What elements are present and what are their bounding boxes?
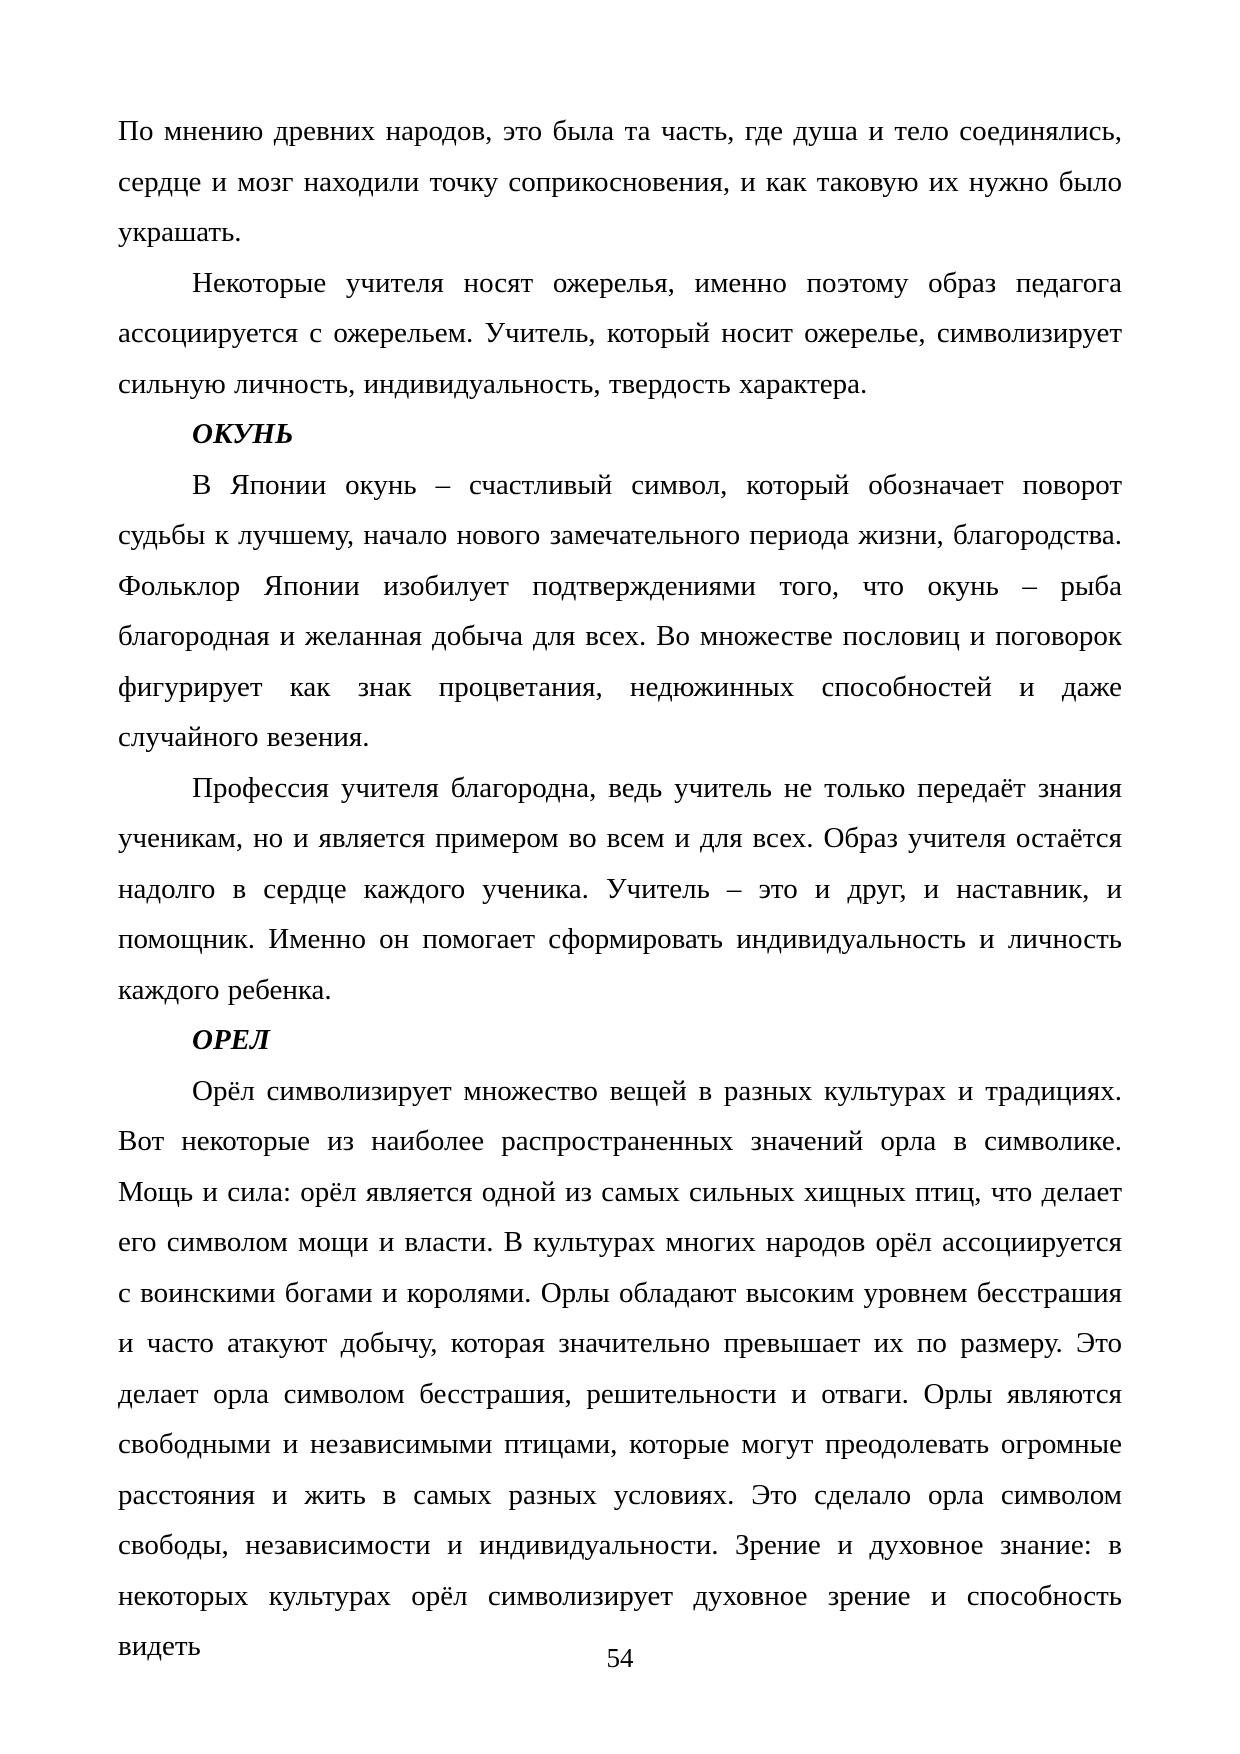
section-heading-orel: ОРЕЛ <box>192 1024 270 1056</box>
paragraph: Орёл символизирует множество вещей в разных культурах и традициях. Вот некоторые из наиболее распространенных значений орла в символике. Мощь и сила: орёл является одной из самых сильных хищных птиц, что делает его символом мощи и власти. В культурах многих народов орёл ассоциируется с воинскими богами и королями. Орлы обладают высоким уровнем бесстрашия и часто атакуют добычу, которая значительно превышает их по размеру. Это делает орла символом бесстрашия, решительности и отваги. Орлы являются свободными и независимыми птицами, которые могут преодолевать огромные расстояния и жить в самых разных условиях. Это сделало орла символом свободы, независимости и индивидуальности. Зрение и духовное знание: в некоторых культурах орёл символизирует духовное зрение и способность видеть <box>118 1074 1122 1662</box>
paragraph: Некоторые учителя носят ожерелья, именно поэтому образ педагога ассоциируется с ожерельем. Учитель, который носит ожерелье, символизирует сильную личность, индивидуальность, твердость характера. <box>118 266 1122 400</box>
page-number: 54 <box>606 1643 634 1673</box>
section-heading-okun: ОКУНЬ <box>192 418 294 450</box>
text-block <box>118 106 1122 1672</box>
paragraph: По мнению древних народов, это была та часть, где душа и тело соединялись, сердце и мозг находили точку соприкосновения, и как таковую их нужно было украшать. <box>118 115 1122 248</box>
paragraph: В Японии окунь – счастливый символ, который обозначает поворот судьбы к лучшему, начало нового замечательного периода жизни, благородства. Фольклор Японии изобилует подтверждениями того, что окунь – рыба благородная и желанная добыча для всех. Во множестве пословиц и поговорок фигурирует как знак процветания, недюжинных способностей и даже случайного везения. <box>118 468 1122 753</box>
paragraph: Профессия учителя благородна, ведь учитель не только передаёт знания ученикам, но и является примером во всем и для всех. Образ учителя остаётся надолго в сердце каждого ученика. Учитель – это и друг, и наставник, и помощник. Именно он помогает сформировать индивидуальность и личность каждого ребенка. <box>118 771 1122 1006</box>
